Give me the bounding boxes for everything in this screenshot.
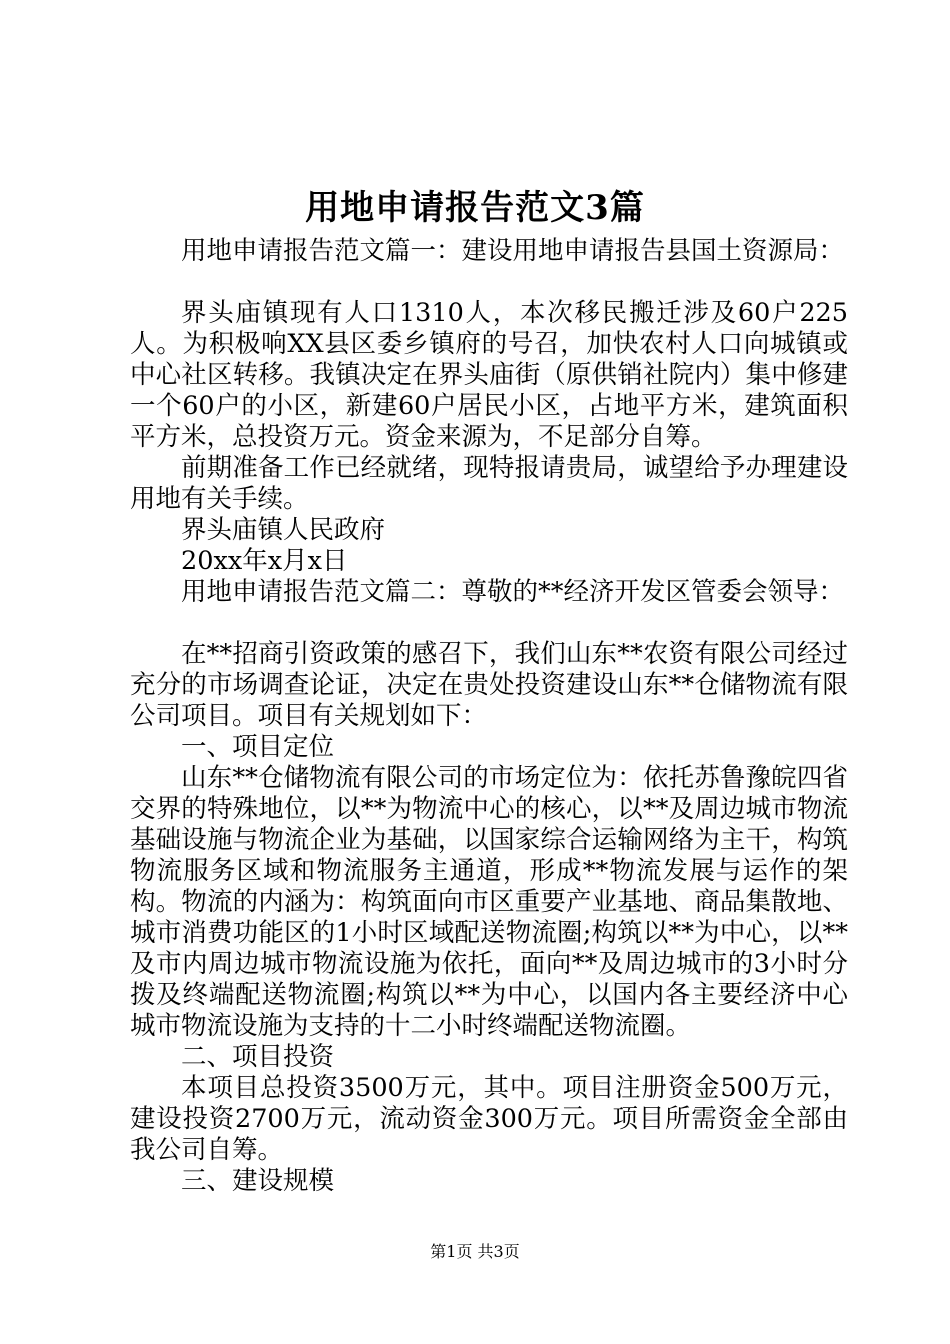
subheading-construction-scale: 三、建设规模 [181, 1166, 335, 1196]
body-paragraph: 山东**仓储物流有限公司的市场定位为：依托苏鲁豫皖四省交界的特殊地位，以**为物流中心的核心，以**及周边城市物流基础设施与物流企业为基础，以国家综合运输网络为主干，构筑物流服务区域和物流服务主通道，形成**物流发展与运作的架构。物流的内涵为：构筑面向市区重要产业基地、商品集散地、城市消费功能区的1小时区域配送物流圈;构筑以**为中心，以**及市内周边城市物流设施为依托，面向**及周边城市的3小时分拨及终端配送物流圈;构筑以**为中心，以国内各主要经济中心城市物流设施为支持的十二小时终端配送物流圈。 [130, 763, 848, 1041]
body-paragraph: 界头庙镇现有人口1310人，本次移民搬迁涉及60户225人。为积极响XX县区委乡镇府的号召，加快农村人口向城镇或中心社区转移。我镇决定在界头庙街（原供销社院内）集中修建一个60户的小区，新建60户居民小区，占地平方米，建筑面积平方米，总投资万元。资金来源为，不足部分自筹。 [130, 298, 848, 452]
body-paragraph: 本项目总投资3500万元，其中。项目注册资金500万元，建设投资2700万元，流动资金300万元。项目所需资金全部由我公司自筹。 [130, 1073, 848, 1165]
subheading-project-positioning: 一、项目定位 [181, 732, 335, 762]
page-footer: 第1页 共3页 [430, 1242, 520, 1261]
section-heading-paragraph-1: 用地申请报告范文篇一：建设用地申请报告县国土资源局： [181, 236, 845, 266]
signature-organization: 界头庙镇人民政府 [181, 515, 386, 545]
signature-date: 20xx年x月x日 [181, 546, 348, 576]
document-body [130, 236, 848, 1197]
body-paragraph: 前期准备工作已经就绪，现特报请贵局，诚望给予办理建设用地有关手续。 [130, 453, 848, 514]
subheading-project-investment: 二、项目投资 [181, 1042, 335, 1072]
document-title: 用地申请报告范文3篇 [305, 188, 645, 228]
section-heading-paragraph-2: 用地申请报告范文篇二：尊敬的**经济开发区管委会领导： [181, 577, 845, 607]
body-paragraph: 在**招商引资政策的感召下，我们山东**农资有限公司经过充分的市场调查论证，决定在贵处投资建设山东**仓储物流有限公司项目。项目有关规划如下： [130, 639, 848, 731]
